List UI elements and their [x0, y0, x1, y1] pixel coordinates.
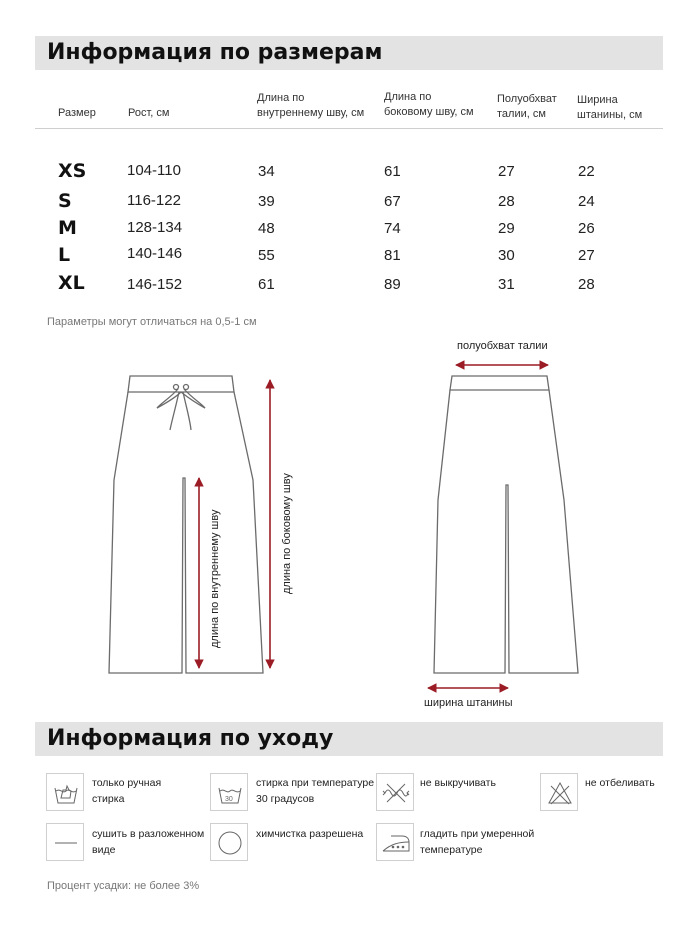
leg-width-label: ширина штанины: [424, 697, 513, 709]
row-inseam: 34: [258, 163, 275, 180]
row-inseam: 61: [258, 276, 275, 293]
row-width: 26: [578, 220, 595, 237]
row-side: 89: [384, 276, 401, 293]
header-leg-width: Ширина штанины, см: [577, 94, 643, 121]
wash-30-icon: [210, 773, 248, 811]
care-text-hand-wash: только ручная стирка: [92, 777, 162, 805]
care-text-no-bleach: не отбеливать: [585, 777, 655, 789]
care-info-title: Информация по уходу: [35, 722, 663, 756]
row-inseam: 48: [258, 220, 275, 237]
care-text-dry-clean: химчистка разрешена: [256, 828, 364, 840]
row-inseam: 39: [258, 193, 275, 210]
care-text-wash-30: стирка при температуре 30 градусов: [256, 777, 375, 805]
tolerance-note: Параметры могут отличаться на 0,5-1 см: [47, 316, 257, 328]
no-wring-icon: [376, 773, 414, 811]
row-height: 116-122: [127, 192, 181, 209]
wash-30-badge: 30: [225, 796, 233, 803]
row-width: 28: [578, 276, 595, 293]
row-side: 67: [384, 193, 401, 210]
row-width: 24: [578, 193, 595, 210]
dry-clean-icon: [210, 823, 248, 861]
front-view-pants: [109, 376, 263, 673]
row-side: 81: [384, 247, 401, 264]
iron-medium-icon: [376, 823, 414, 861]
row-side: 74: [384, 220, 401, 237]
row-size: XS: [58, 160, 87, 182]
row-size: M: [58, 217, 77, 239]
inseam-label: длина по внутреннему шву: [209, 509, 221, 648]
row-size: L: [58, 244, 71, 266]
row-size: XL: [58, 272, 85, 294]
no-bleach-icon: [540, 773, 578, 811]
care-text-no-wring: не выкручивать: [420, 777, 496, 789]
row-waist: 27: [498, 163, 515, 180]
row-size: S: [58, 190, 72, 212]
shrink-note: Процент усадки: не более 3%: [47, 880, 200, 892]
row-inseam: 55: [258, 247, 275, 264]
header-side-seam: Длина по боковому шву, см: [384, 91, 474, 118]
row-height: 140-146: [127, 245, 183, 262]
row-height: 146-152: [127, 276, 183, 293]
row-waist: 30: [498, 247, 515, 264]
row-width: 27: [578, 247, 595, 264]
header-height: Рост, см: [128, 107, 170, 119]
care-text-iron-medium: гладить при умеренной температуре: [420, 828, 535, 856]
side-seam-label: длина по боковому шву: [281, 473, 293, 594]
back-view-pants: [434, 376, 578, 673]
row-side: 61: [384, 163, 401, 180]
header-inseam: Длина по внутреннему шву, см: [257, 92, 365, 119]
care-text-dry-flat: сушить в разложенном виде: [92, 828, 205, 856]
row-height: 128-134: [127, 219, 183, 236]
row-waist: 29: [498, 220, 515, 237]
row-waist: 31: [498, 276, 515, 293]
waist-label: полуобхват талии: [457, 340, 548, 352]
row-height: 104-110: [127, 162, 181, 179]
row-waist: 28: [498, 193, 515, 210]
header-waist: Полуобхват талии, см: [497, 93, 557, 120]
hand-wash-icon: [46, 773, 84, 811]
dry-flat-icon: [46, 823, 84, 861]
header-size: Размер: [58, 107, 96, 119]
size-info-title: Информация по размерам: [35, 36, 663, 70]
row-width: 22: [578, 163, 595, 180]
